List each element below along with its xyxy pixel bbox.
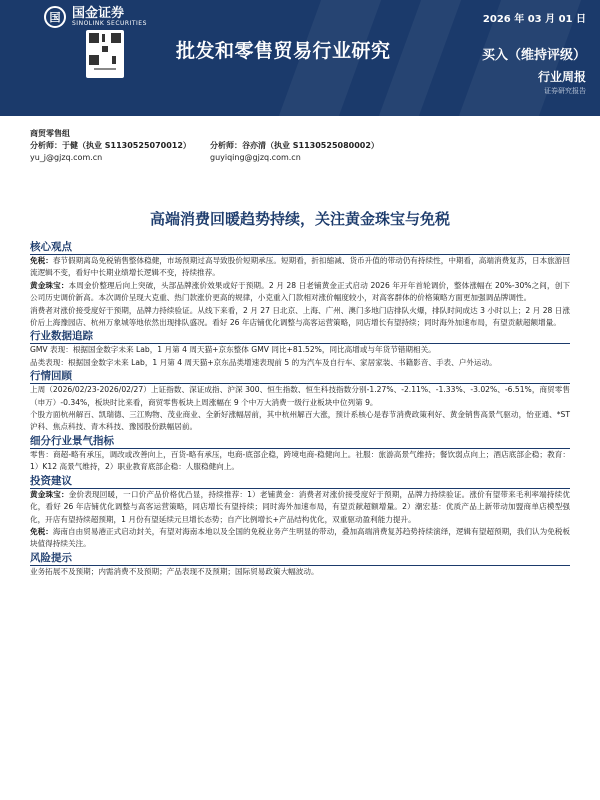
paragraph [30, 255, 570, 280]
para-text: 业务拓展不及预期；内需消费不及预期；产品表现不及预期；国际贸易政策大幅波动。 [30, 566, 319, 576]
report-body [30, 240, 570, 578]
doc-type: 行业周报 [537, 70, 586, 84]
para-text: 零售：商超-略有承压，调改或改善向上，百货-略有承压，电商-底部企稳，跨境电商-稳健向上。社服：旅游高景气维持；餐饮弱点向上；酒店底部企稳；教育：1）K12 高景气维持，2）职业教育底部企稳：人服稳健向上。 [30, 449, 570, 472]
industry-group: 商贸零售组 [30, 129, 70, 138]
paragraph [30, 449, 570, 474]
paragraph [30, 344, 570, 356]
paragraph [30, 526, 570, 551]
analyst-label: 分析师： [30, 141, 62, 150]
para-lead: 黄金珠宝： [30, 489, 69, 499]
doc-type-sub: 证券研究报告 [544, 87, 586, 95]
report-title: 批发和零售贸易行业研究 [176, 40, 391, 62]
logo-icon: 国 [44, 6, 66, 28]
para-text: 本周金价整理后向上突破，头部品牌涨价效果或好于预期。2 月 28 日老铺黄金正式启动 2026 年开年首轮调价，整体涨幅在 20%-30%之间，创下公司历史调价新高。本次调价呈现大克重、热门款涨价更高的规律，小克重入门款相对涨价幅度较小，对高客群体的价格策略方面更加强调品牌调性。 [30, 280, 571, 303]
report-date: 2026 年 03 月 01 日 [482, 14, 586, 25]
rating-label: 买入（维持评级） [481, 48, 586, 63]
para-lead: 免税： [30, 526, 53, 536]
paragraph [30, 305, 570, 330]
paragraph [30, 566, 570, 578]
para-lead: 免税： [30, 256, 53, 265]
brand-name-en: SINOLINK SECURITIES [72, 19, 147, 27]
paragraph [30, 384, 570, 409]
para-text: GMV 表现：根据国金数字未来 Lab，1 月第 4 周天猫+京东整体 GMV 同比+81.52%，同比高增或与年货节错期相关。 [30, 345, 436, 355]
analyst-label: 分析师： [210, 141, 242, 150]
section-title-tracking: 行业数据追踪 [30, 329, 570, 344]
qr-code-icon [86, 30, 124, 78]
brand-logo [44, 6, 147, 28]
analyst-name: 于健（执业 S1130525070012） [62, 141, 191, 150]
para-text: 消费者对涨价接受度好于预期，品牌力持续验证。从线下来看，2 月 27 日北京、上海、广州、澳门多地门店排队火爆，排队时间成达 3 小时以上；2 月 28 日涨价后上海豫园店、杭州万象城等地依然出现排队盛况。看好 26 年店铺优化调整与高客运营策略，同店增长有望持续；同时海外加速布局，有望贡献超额增量。 [30, 305, 570, 328]
paragraph [30, 409, 570, 434]
header-banner [0, 0, 600, 116]
paragraph [30, 280, 570, 305]
section-title-market: 行情回顾 [30, 369, 570, 384]
analyst-block [30, 128, 570, 164]
paragraph [30, 489, 570, 526]
brand-name: 国金证券 [72, 5, 125, 21]
para-text: 上周（2026/02/23-2026/02/27）上证指数、深证成指、沪深 300、恒生指数、恒生科技指数分别-1.27%、-2.11%、-1.33%、-3.02%、-6.51%，商贸零售（申万）-0.34%，板块时比来看，商贸零售板块上周涨幅在 9 个中万大消费一级行业板块中位列第 9。 [30, 385, 570, 407]
analyst-email[interactable]: yu_j@gjzq.com.cn [30, 153, 103, 162]
analyst-email[interactable]: guyiqing@gjzq.com.cn [210, 153, 301, 162]
para-text: 个股方面杭州解百、凯瑞德、三江购物、茂业商业、全新好涨幅居前，其中杭州解百大涨，预计系核心是春节消费政策利好、黄金销售高景气驱动，怡亚通、*ST 沪科、焦点科技、青木科技、豫园股份跌幅居前。 [30, 410, 570, 432]
para-text: 春节假期离岛免税销售整体稳健，市场预期过高导致股价短期承压。短期看，折扣缩减、货币升值的带动仍有持续性，中期看，高端消费复苏，日本旅游回流逻辑不变，看好中长期业绩增长逻辑不变，持续推荐。 [30, 256, 571, 278]
main-headline: 高端消费回暖趋势持续，关注黄金珠宝与免税 [149, 210, 450, 228]
section-title-risk: 风险提示 [30, 551, 570, 566]
section-title-invest: 投资建议 [30, 474, 570, 489]
section-title-subindustry: 细分行业景气指标 [30, 434, 570, 449]
para-text: 海南自由贸易港正式启动封关，有望对海南本地以及全国的免税业务产生明显的带动，叠加高端消费复苏趋势持续演绎，逻辑有望超预期，我们认为免税板块值得持续关注。 [30, 526, 571, 549]
para-text: 品类表现：根据国金数字未来 Lab，1 月第 4 周天猫+京东品类增速表现前 5 的为汽车及自行车、家居家装、书籍影音、手表、户外运动。 [30, 357, 497, 367]
para-text: 金价表现回暖，一口价产品价格优凸显，持续推荐：1）老铺黄金：消费者对涨价接受度好于预期，品牌力持续验证。涨价有望带来毛利率端持续优化，看好 26 年店铺优化调整与高客运营策略，同店增长有望持续；同时海外加速布局，有望贡献超额增量。2）潮宏基：优质产品上新带动加盟商单店模型强化，开店有望持续超预期，1 月份有望延续元旦增长态势；自产比例增长+产品结构优化，双重驱动盈利能力提升。 [30, 489, 570, 524]
analyst-name: 谷亦清（执业 S1130525080002） [242, 141, 379, 150]
paragraph [30, 357, 570, 369]
para-lead: 黄金珠宝： [30, 280, 69, 290]
section-title-core: 核心观点 [30, 240, 570, 255]
